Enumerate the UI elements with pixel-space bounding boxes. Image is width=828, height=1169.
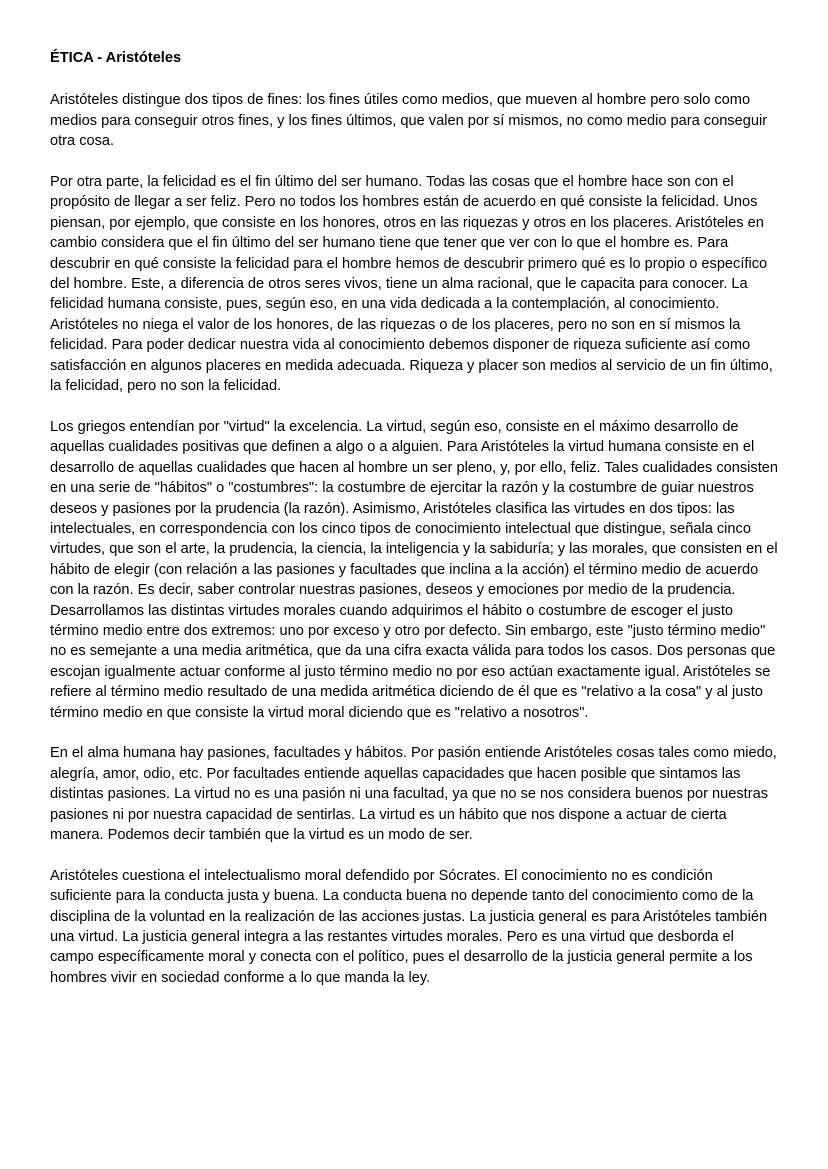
document-page bbox=[50, 48, 778, 1009]
paragraph-justicia: Aristóteles cuestiona el intelectualismo moral defendido por Sócrates. El conocimiento no es condición suficiente para la conducta justa y buena. La conducta buena no depende tanto del conocimiento como de la disciplina de la voluntad en la realización de las acciones justas. La justicia general es para Aristóteles también una virtud. La justicia general integra a las restantes virtudes morales. Pero es una virtud que desborda el campo específicamente moral y conecta con el político, pues el desarrollo de la justicia general permite a los hombres vivir en sociedad conforme a lo que manda la ley. bbox=[50, 867, 768, 986]
paragraph-alma-humana: En el alma humana hay pasiones, facultades y hábitos. Por pasión entiende Aristóteles cosas tales como miedo, alegría, amor, odio, etc. Por facultades entiende aquellas capacidades que hacen posible que sintamos las distintas pasiones. La virtud no es una pasión ni una facultad, ya que no se nos considera buenos por nuestras pasiones ni por nuestra capacidad de sentirlas. La virtud es un hábito que nos dispone a actuar de cierta manera. Podemos decir también que la virtud es un modo de ser. bbox=[50, 745, 777, 843]
paragraph-fines: Aristóteles distingue dos tipos de fines: los fines útiles como medios, que mueven al hombre pero solo como medios para conseguir otros fines, y los fines últimos, que valen por sí mismos, no como medio para conseguir otra cosa. bbox=[50, 92, 768, 150]
document-title: ÉTICA - Aristóteles bbox=[50, 50, 182, 66]
paragraph-felicidad: Por otra parte, la felicidad es el fin último del ser humano. Todas las cosas que el hombre hace son con el propósito de llegar a ser feliz. Pero no todos los hombres están de acuerdo en qué consiste la felicidad. Unos piensan, por ejemplo, que consiste en los honores, otros en las riquezas y otros en los placeres. Aristóteles en cambio considera que el fin último del ser humano tiene que tener que ver con lo que el hombre es. Para descubrir en qué consiste la felicidad para el hombre hemos de descubrir primero qué es lo propio o específico del hombre. Este, a diferencia de otros seres vivos, tiene un alma racional, que le capacita para conocer. La felicidad humana consiste, pues, según eso, en una vida dedicada a la contemplación, al conocimiento. Aristóteles no niega el valor de los honores, de las riquezas o de los placeres, pero no son en sí mismos la felicidad. Para poder dedicar nuestra vida al conocimiento debemos disponer de riqueza suficiente así como satisfacción en algunos placeres en medida adecuada. Riqueza y placer son medios al servicio de un fin último, la felicidad, pero no son la felicidad. bbox=[50, 174, 773, 395]
paragraph-virtud: Los griegos entendían por "virtud" la excelencia. La virtud, según eso, consiste en el máximo desarrollo de aquellas cualidades positivas que definen a algo o a alguien. Para Aristóteles la virtud humana consiste en el desarrollo de aquellas cualidades que hacen al hombre un ser pleno, y, por ello, feliz. Tales cualidades consisten en una serie de "hábitos" o "costumbres": la costumbre de ejercitar la razón y la costumbre de guiar nuestros deseos y pasiones por la prudencia (la razón). Asimismo, Aristóteles clasifica las virtudes en dos tipos: las intelectuales, en correspondencia con los cinco tipos de conocimiento intelectual que distingue, señala cinco virtudes, que son el arte, la prudencia, la ciencia, la inteligencia y la sabiduría; y las morales, que consisten en el hábito de elegir (con relación a las pasiones y facultades que inclina a la acción) el término medio de acuerdo con la razón. Es decir, saber controlar nuestras pasiones, deseos y emociones por medio de la prudencia. Desarrollamos las distintas virtudes morales cuando adquirimos el hábito o costumbre de escoger el justo término medio entre dos extremos: uno por exceso y otro por defecto. Sin embargo, este "justo término medio" no es semejante a una media aritmética, que da una cifra exacta válida para todos los casos. Dos personas que escojan igualmente actuar conforme al justo término medio no por eso actúan exactamente igual. Aristóteles se refiere al término medio resultado de una medida aritmética diciendo de él que es "relativo a la cosa" y al justo término medio en que consiste la virtud moral diciendo que es "relativo a nosotros". bbox=[50, 418, 778, 721]
